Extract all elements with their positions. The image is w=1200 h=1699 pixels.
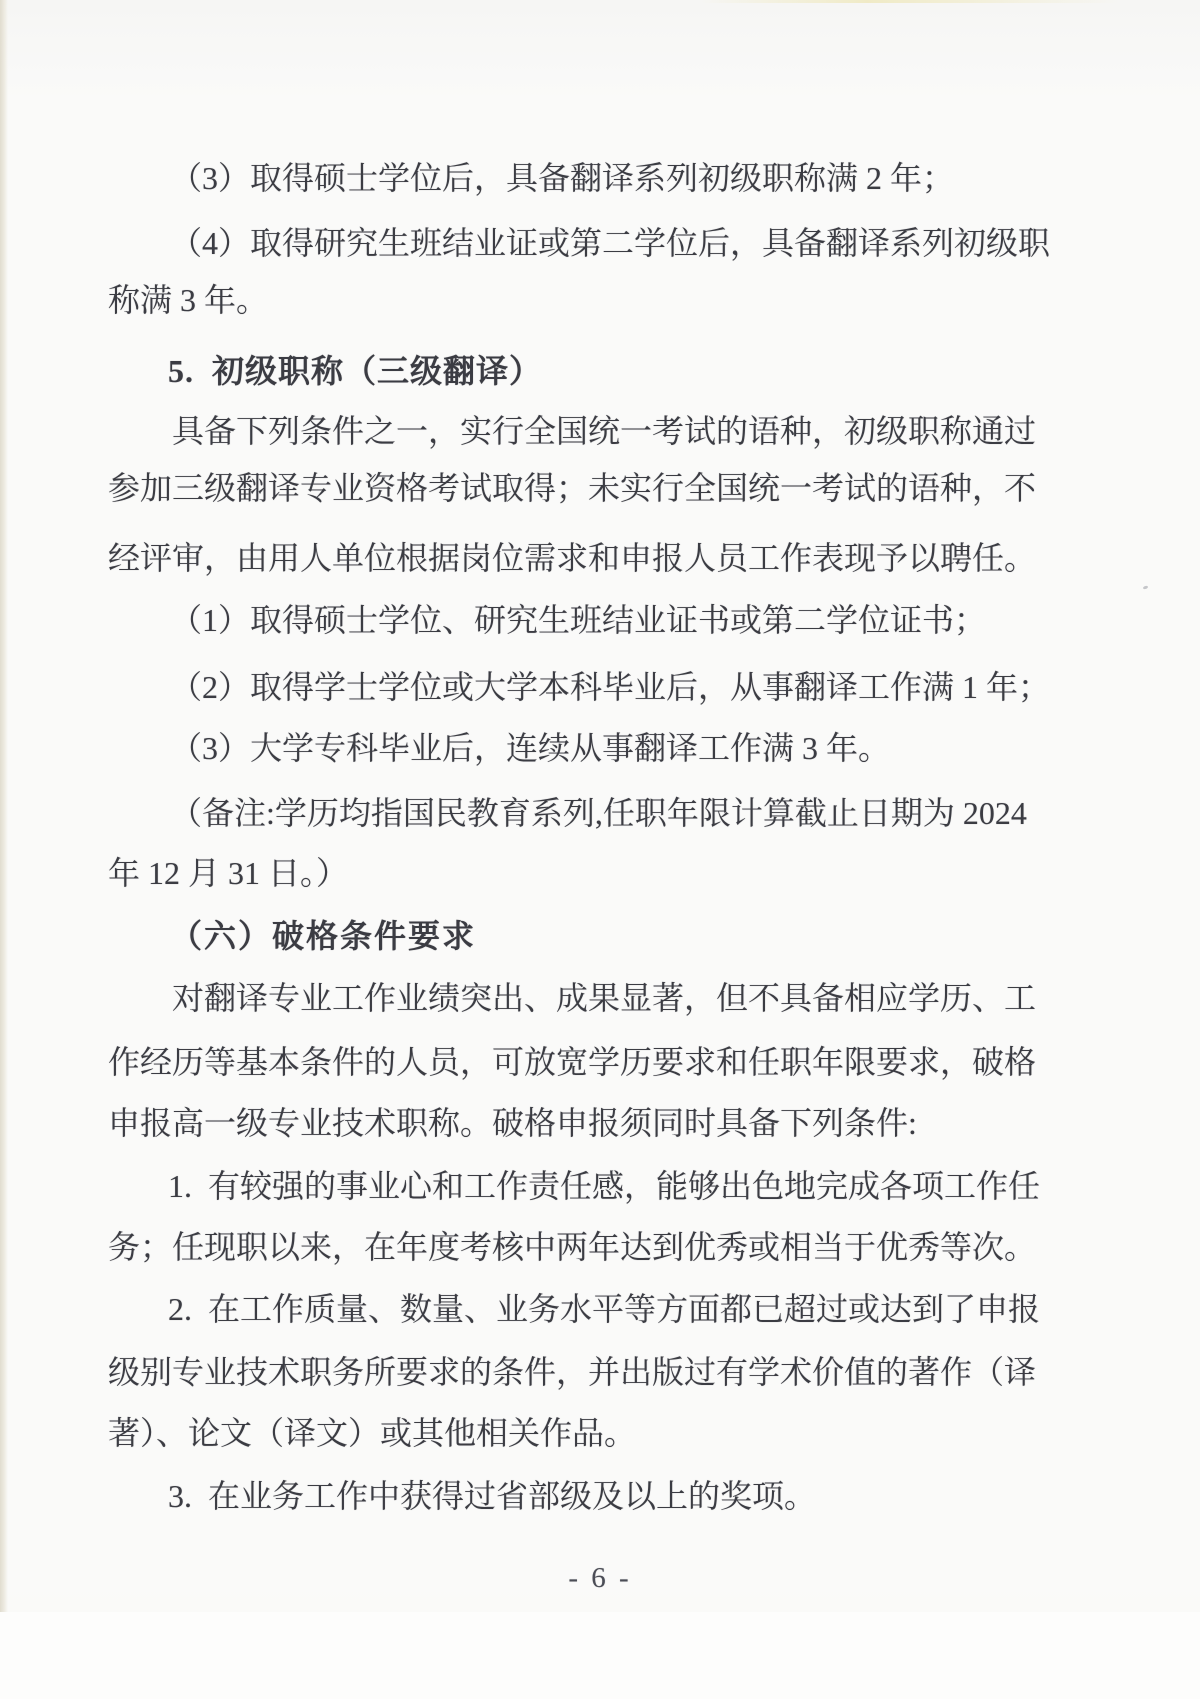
text-line: （3）大学专科毕业后，连续从事翻译工作满 3 年。: [170, 730, 891, 766]
text-line: 作经历等基本条件的人员，可放宽学历要求和任职年限要求，破格: [108, 1044, 1037, 1080]
text-line: 称满 3 年。: [108, 282, 269, 318]
text-line: 具备下列条件之一，实行全国统一考试的语种，初级职称通过: [172, 413, 1037, 449]
text-line: 参加三级翻译专业资格考试取得；未实行全国统一考试的语种，不: [108, 470, 1037, 506]
text-line: 经评审，由用人单位根据岗位需求和申报人员工作表现予以聘任。: [108, 540, 1037, 576]
text-line: （4）取得研究生班结业证或第二学位后，具备翻译系列初级职: [170, 225, 1051, 261]
text-line: （2）取得学士学位或大学本科毕业后，从事翻译工作满 1 年；: [170, 669, 1051, 705]
text-line: 级别专业技术职务所要求的条件，并出版过有学术价值的著作（译: [108, 1354, 1037, 1390]
text-line: 3. 在业务工作中获得过省部级及以上的奖项。: [168, 1478, 817, 1514]
text-line: 2. 在工作质量、数量、业务水平等方面都已超过或达到了申报: [168, 1291, 1041, 1327]
section-heading: （六）破格条件要求: [170, 918, 477, 954]
text-line: 1. 有较强的事业心和工作责任感，能够出色地完成各项工作任: [168, 1168, 1041, 1204]
text-line: 年 12 月 31 日。）: [108, 855, 349, 891]
text-line: （1）取得硕士学位、研究生班结业证书或第二学位证书；: [170, 602, 987, 638]
text-line: 对翻译专业工作业绩突出、成果显著，但不具备相应学历、工: [172, 980, 1037, 1016]
page-number: - 6 -: [568, 1562, 632, 1594]
section-heading: 5. 初级职称（三级翻译）: [168, 353, 543, 389]
text-line: 著）、论文（译文）或其他相关作品。: [108, 1415, 637, 1451]
text-line: （3）取得硕士学位后，具备翻译系列初级职称满 2 年；: [170, 160, 955, 196]
text-line: 务；任现职以来，在年度考核中两年达到优秀或相当于优秀等次。: [108, 1229, 1037, 1265]
text-line: （备注:学历均指国民教育系列,任职年限计算截止日期为 2024: [170, 795, 1027, 831]
text-line: 申报高一级专业技术职称。破格申报须同时具备下列条件:: [108, 1105, 917, 1141]
